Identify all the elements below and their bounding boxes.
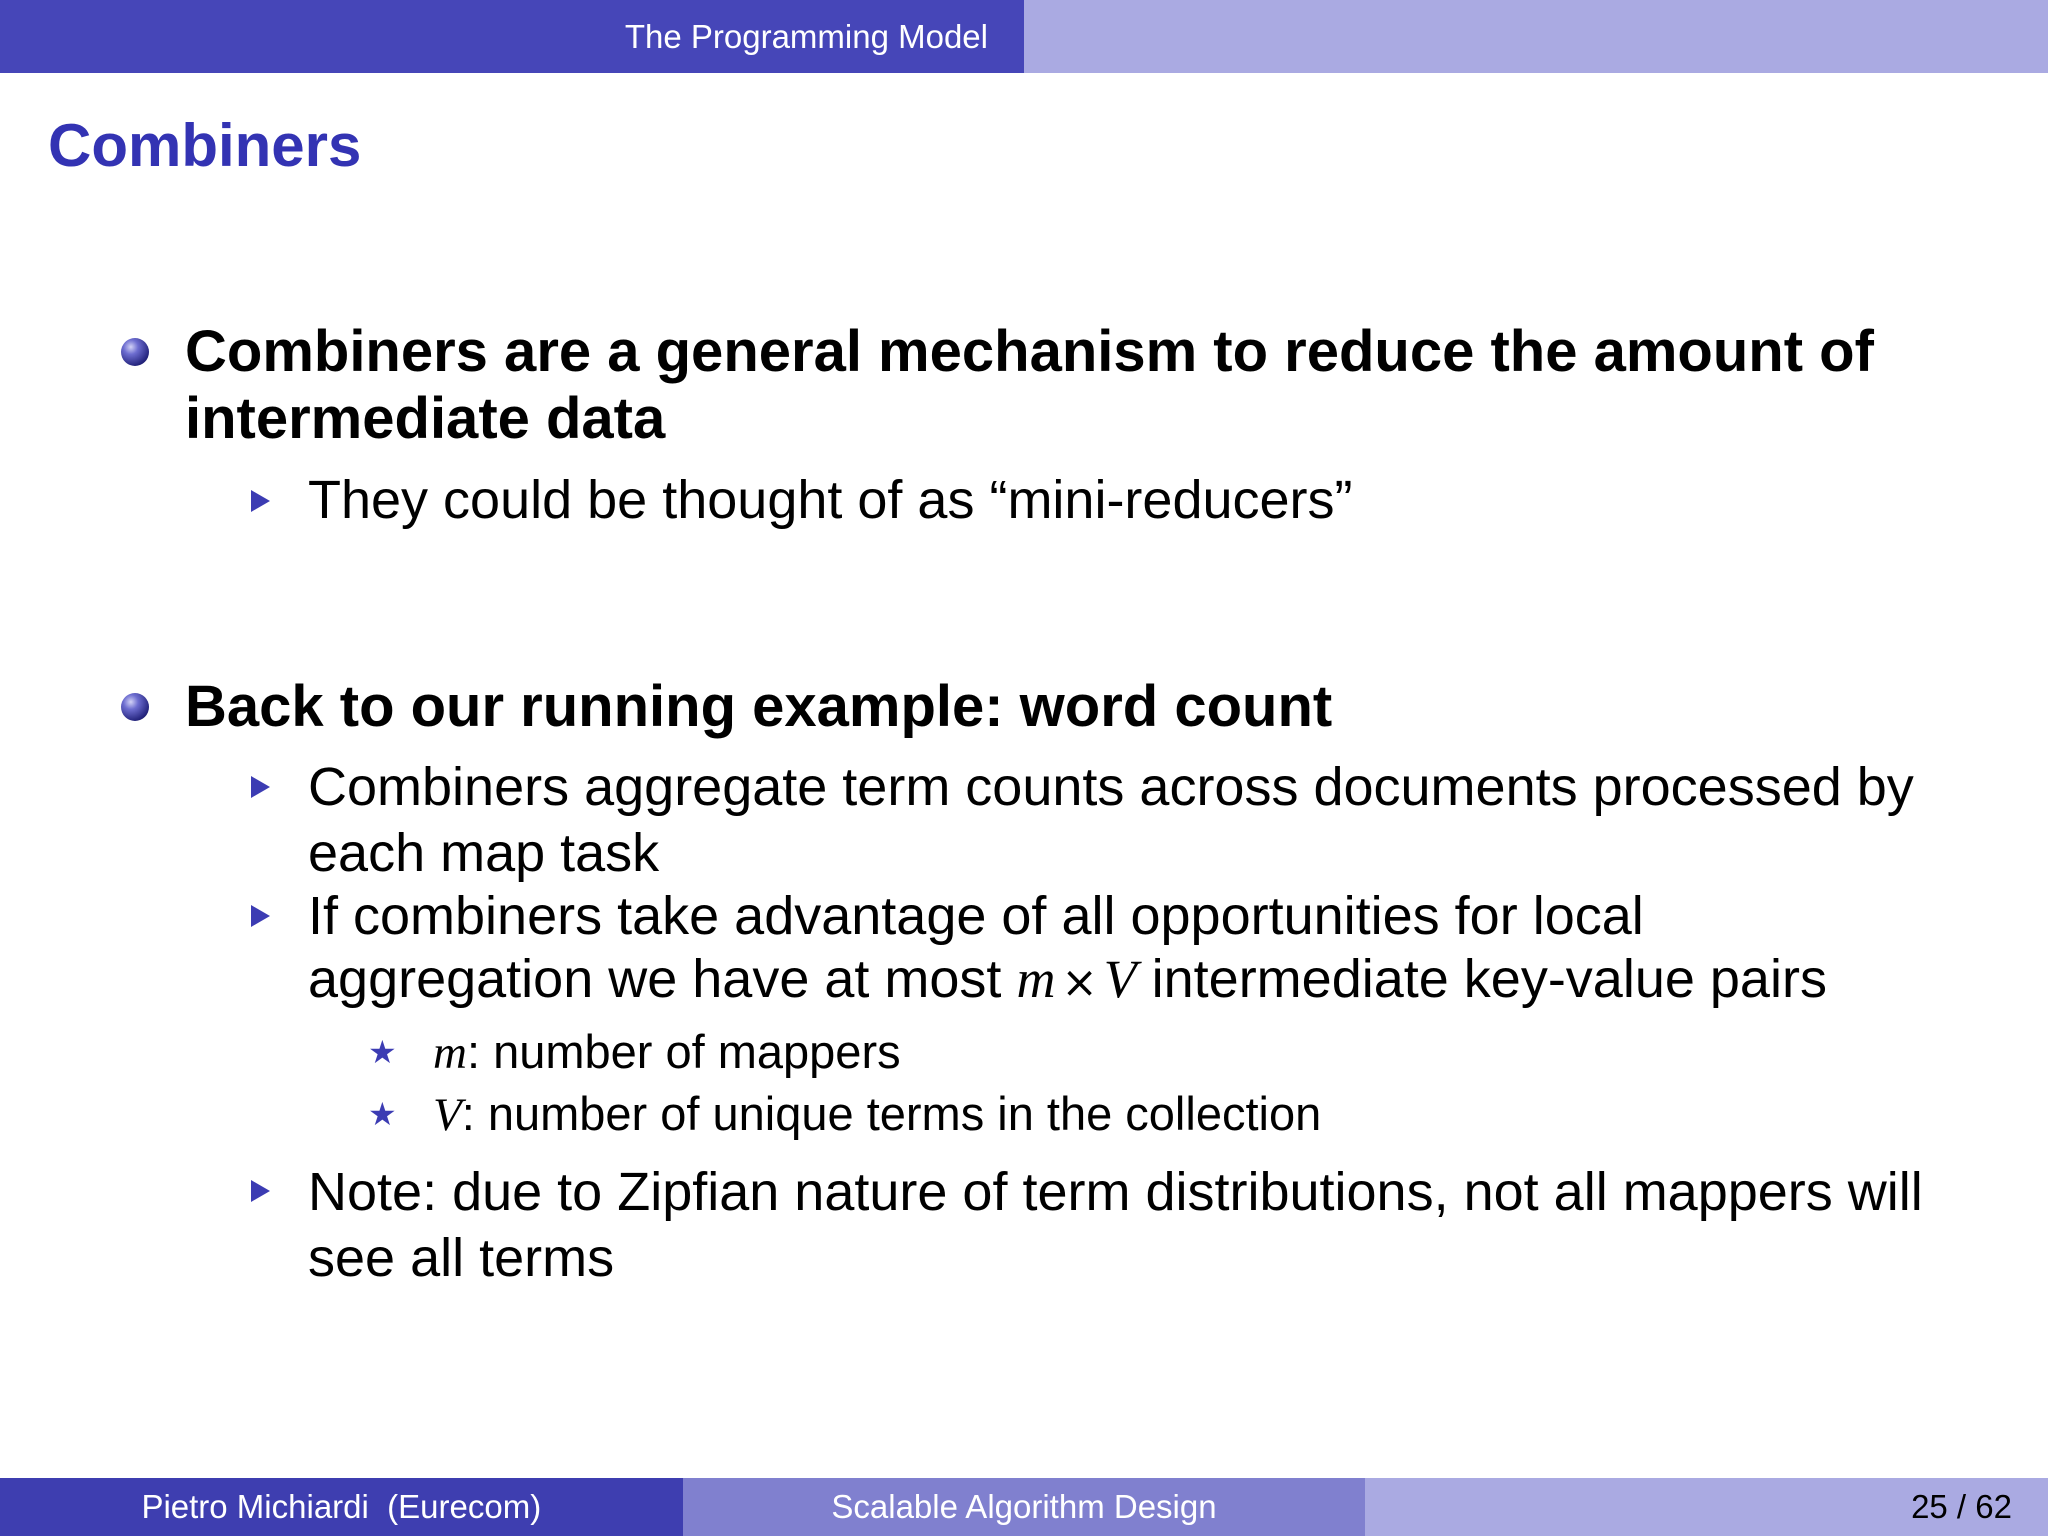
math-var-v: V [1103,949,1137,1009]
page-number: 25 / 62 [1911,1488,2012,1525]
footer-title-label: Scalable Algorithm Design [831,1488,1217,1525]
section-title[interactable]: The Programming Model [624,17,988,55]
star-item-terms [433,1086,1933,1143]
times-symbol: × [1061,958,1098,1008]
footer-title[interactable] [683,1478,1366,1536]
sub-2-text-pre: aggregation we have at most [308,949,1017,1009]
star-bullet-icon: ★ [368,1034,397,1070]
star-2-text: : number of unique terms in the collection [461,1087,1322,1140]
triangle-bullet-icon [251,1180,270,1202]
bullet-1-line-2: intermediate data [185,386,666,451]
star-bullet-icon: ★ [368,1096,397,1132]
footer-bar [0,1478,2048,1536]
bullet-2-sub-1-line-1: Combiners aggregate term counts across documents processed by [308,757,1914,817]
math-var-v: V [433,1089,462,1141]
bullet-2-sub-2-line-1: If combiners take advantage of all opportunities for local [308,886,1644,946]
triangle-bullet-icon [251,905,270,927]
math-var-m: m [433,1027,467,1079]
math-var-m: m [1016,949,1056,1009]
footer-author-label: Pietro Michiardi (Eurecom) [141,1488,542,1525]
bullet-2-sub-2-line-2 [308,947,2008,1015]
bullet-2-sub-3-line-1: Note: due to Zipfian nature of term distributions, not all mappers will [308,1162,1923,1222]
bullet-2-line-1: Back to our running example: word count [185,674,1333,739]
star-item-mappers [433,1024,1933,1081]
bullet-2-sub-1-line-2: each map task [308,823,660,883]
bullet-2-sub-3-line-2: see all terms [308,1228,615,1288]
bullet-1-line-1: Combiners are a general mechanism to reduce the amount of [185,319,1874,384]
triangle-bullet-icon [251,776,270,798]
header-bar [0,0,2048,73]
frame-title: Combiners [48,112,362,179]
footer-page [1365,1478,2048,1536]
footer-author[interactable] [0,1478,683,1536]
bullet-ball-icon [121,338,149,366]
header-spacer [1024,0,2048,73]
star-1-text: : number of mappers [466,1025,901,1078]
bullet-ball-icon [121,693,149,721]
triangle-bullet-icon [251,490,270,512]
bullet-1-sub-1: They could be thought of as “mini-reducers” [308,470,1353,530]
section-nav[interactable] [0,0,1024,73]
sub-2-text-post: intermediate key-value pairs [1136,949,1827,1009]
